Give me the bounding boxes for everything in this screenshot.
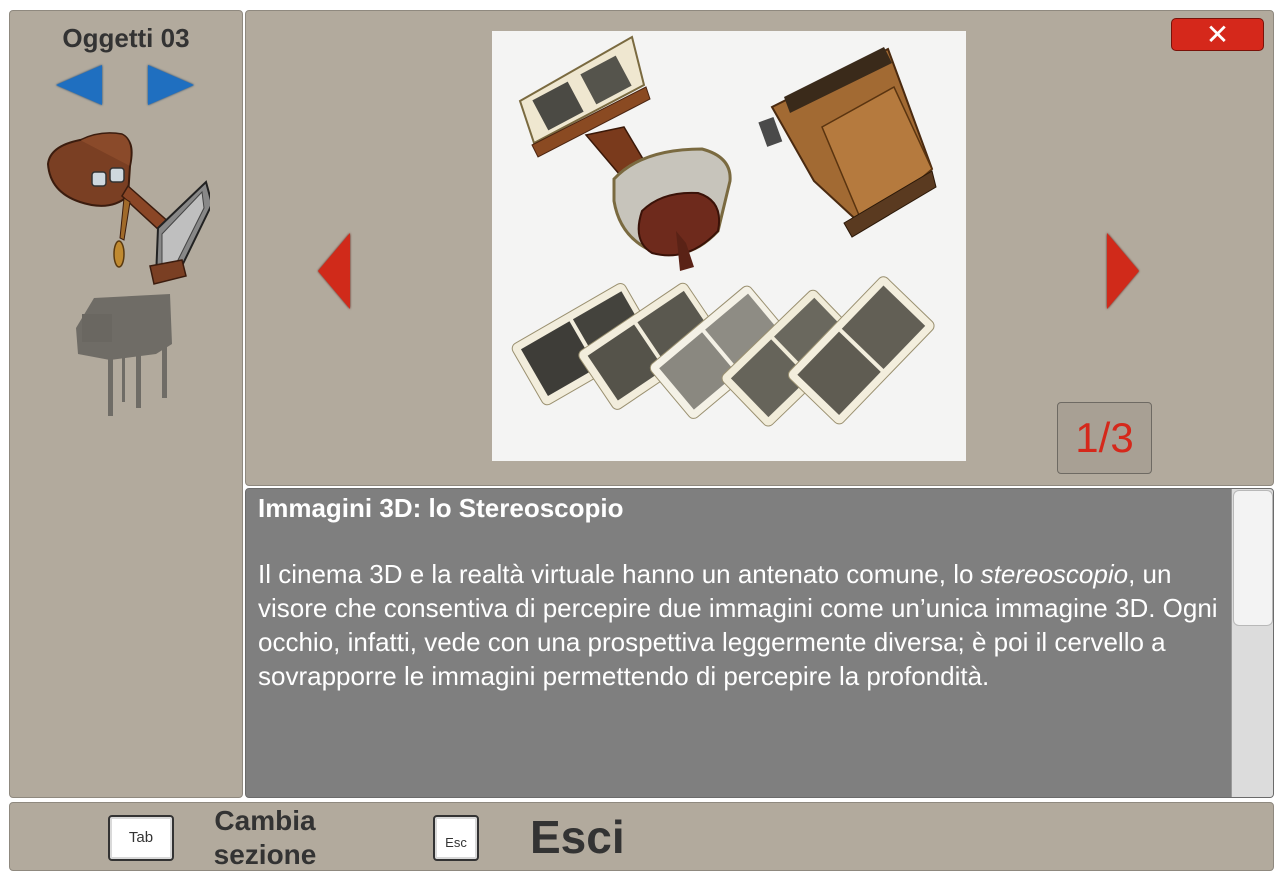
next-image-arrow-icon[interactable]	[1107, 233, 1139, 309]
stereoscope-photo	[492, 31, 966, 461]
esc-key-icon[interactable]: Esc	[433, 815, 479, 861]
scrollbar-thumb[interactable]	[1233, 490, 1273, 626]
change-section-label: Cambia sezione	[213, 805, 317, 870]
image-viewer	[245, 10, 1274, 486]
objects-sidebar	[9, 10, 243, 798]
tab-key-icon[interactable]: Tab	[108, 815, 174, 861]
exit-label: Esci	[530, 811, 625, 863]
previous-image-arrow-icon[interactable]	[318, 233, 350, 309]
previous-object-arrow-icon[interactable]	[56, 65, 102, 105]
description-body-part1: Il cinema 3D e la realtà virtuale hanno un antenato comune, lo	[258, 559, 981, 589]
close-button[interactable]	[1171, 18, 1264, 51]
next-object-arrow-icon[interactable]	[148, 65, 194, 105]
footer-bar	[9, 802, 1274, 871]
description-body-italic: stereoscopio	[980, 559, 1129, 589]
image-counter: 1/3	[1057, 402, 1152, 474]
box-viewer-silhouette-thumbnail[interactable]	[70, 294, 190, 419]
section-title: Oggetti 03	[62, 23, 190, 53]
description-heading: Immagini 3D: lo Stereoscopio	[258, 493, 624, 523]
description-scrollbar[interactable]	[1231, 489, 1273, 797]
description-body-part2: , un visore che consentiva di percepire due immagini come un’unica immagine 3D. Ogni occhio, infatti, vede con una prospettiva leggermente diversa; è poi il cervello a sovrapporre le immagini permettendo di percepire la profondità.	[258, 559, 1218, 691]
close-icon: ✕	[1205, 19, 1230, 50]
description-panel	[245, 488, 1274, 798]
description-body	[258, 557, 1228, 693]
stereoscope-thumbnail[interactable]	[40, 126, 210, 291]
